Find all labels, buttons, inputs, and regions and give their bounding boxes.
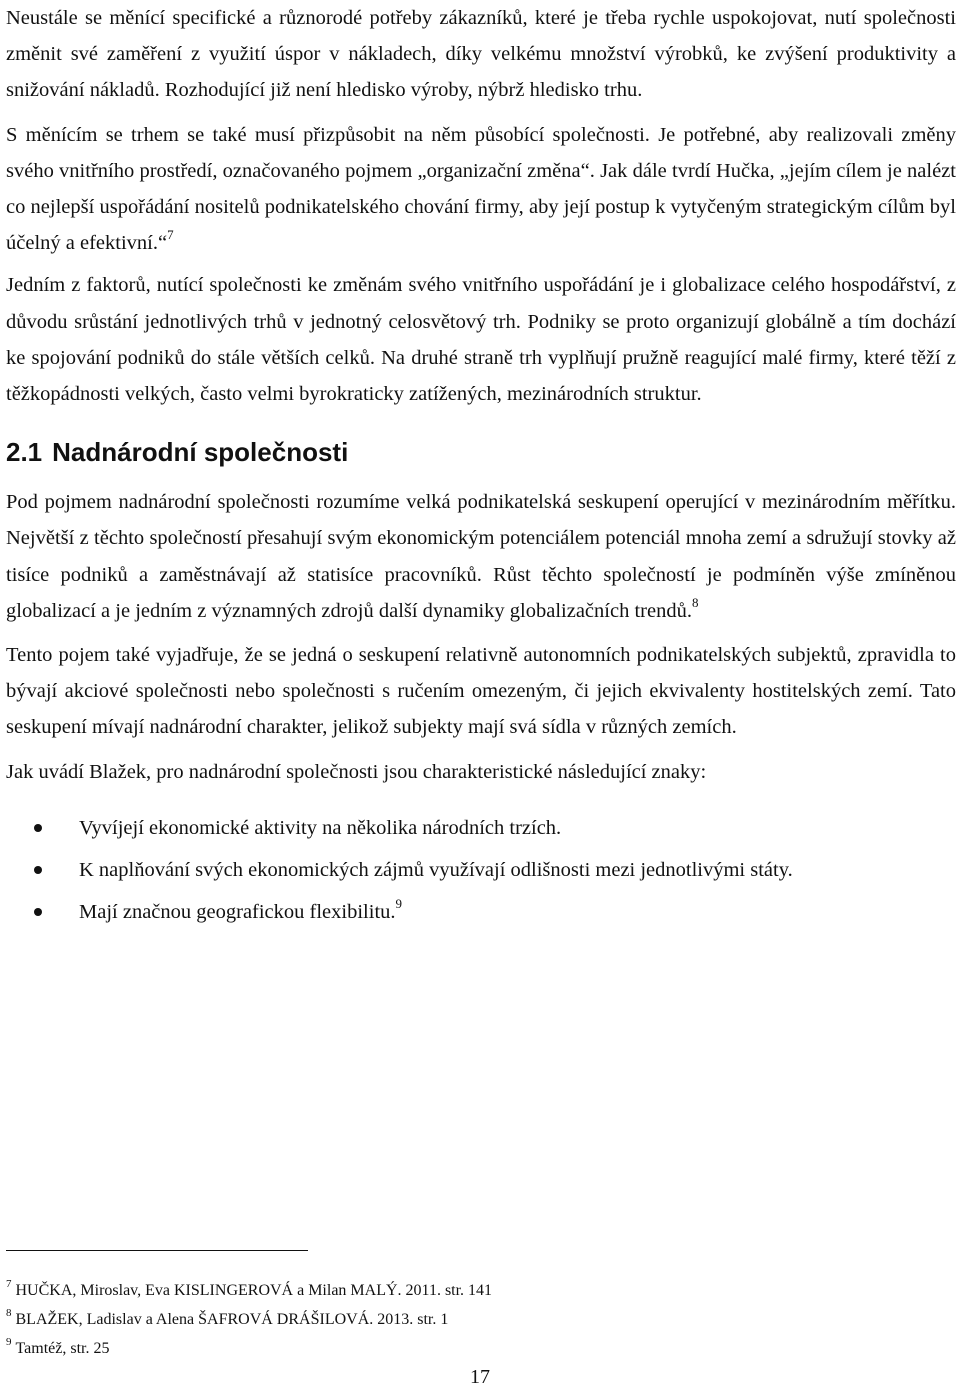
footnotes <box>6 1276 946 1363</box>
footnote-item: $^8$ BLAŽEK, Ladislav a Alena ŠAFROVÁ DRÁŠILOVÁ. 2013. str. 1 <box>6 1307 449 1328</box>
footnote-item: $^9$ Tamtéž, str. 25 <box>6 1336 110 1357</box>
footnote-divider <box>6 1250 308 1251</box>
section-number: 2.1 <box>6 437 43 468</box>
characteristics-list <box>6 810 956 931</box>
list-item: Mají značnou geografickou flexibilitu.$^9$ <box>6 894 956 930</box>
bullet-icon <box>34 866 42 874</box>
bullet-icon <box>34 824 42 832</box>
paragraph-definition: Pod pojmem nadnárodní společnosti rozumíme velká podnikatelská seskupení operující v mezinárodním měřítku. Největší z těchto společností přesahují svým ekonomickým potenciálem potenciál mnoha zemí a sdružují stovky až tisíce podniků a zaměstnávají až statisíce pracovníků. Růst těchto společností je podmíněn výše zmíněnou globalizací a je jedním z významných zdrojů další dynamiky globalizačních trendů.$^8$ <box>6 491 956 622</box>
paragraph-autonomous-subjects: Tento pojem také vyjadřuje, že se jedná o seskupení relativně autonomních podnikatelských subjektů, zpravidla to bývají akciové společnosti nebo společnosti s ručením omezeným, či jejich ekvivalenty hostitelských zemí. Tato seskupení mívají nadnárodní charakter, jelikož subjekty mají svá sídla v různých zemích. <box>6 644 956 739</box>
section-title: Nadnárodní společnosti <box>52 437 349 468</box>
footnote-ref-8: 8 <box>691 594 699 610</box>
section-heading <box>6 434 956 470</box>
paragraph-organizational-change: S měnícím se trhem se také musí přizpůsobit na něm působící společnosti. Je potřebné, aby realizovali změny svého vnitřního prostředí, označovaného pojmem „organizační změna“. Jak dále tvrdí Hučka, „jejím cílem je nalézt co nejlepší uspořádání nositelů podnikatelského chování firmy, aby její postup k vytyčeným strategickým cílům byl účelný a efektivní.“$^7$ <box>6 123 956 255</box>
document-page <box>6 0 956 936</box>
paragraph-globalization: Jedním z faktorů, nutící společnosti ke změnám svého vnitřního uspořádání je i globalizace celého hospodářství, z důvodu srůstání jednotlivých trhů v jednotný celosvětový trh. Podniky se proto organizují globálně a tím dochází ke spojování podniků do stále větších celků. Na druhé straně trh vyplňují pružně reagující malé firmy, které těží z těžkopádnosti velkých, často velmi byrokraticky zatížených, mezinárodních struktur. <box>6 274 956 406</box>
page-number: 17 <box>470 1366 490 1388</box>
paragraph-characteristics-intro: Jak uvádí Blažek, pro nadnárodní společnosti jsou charakteristické následující znaky: <box>6 760 707 783</box>
footnote-ref-7: 7 <box>167 227 174 243</box>
footnote-ref-9: 9 <box>395 896 403 912</box>
footnote-item: $^7$ HUČKA, Miroslav, Eva KISLINGEROVÁ a Milan MALÝ. 2011. str. 141 <box>6 1278 493 1299</box>
bullet-icon <box>34 908 42 916</box>
list-item: Vyvíjejí ekonomické aktivity na několika národních trzích. <box>6 810 956 846</box>
paragraph-intro: Neustále se měnící specifické a různorodé potřeby zákazníků, které je třeba rychle uspokojovat, nutí společnosti změnit své zaměření z využití úspor v nákladech, díky velkému množství výrobků, ke zvýšení produktivity a snižování nákladů. Rozhodující již není hledisko výroby, nýbrž hledisko trhu. <box>6 7 956 102</box>
list-item: K naplňování svých ekonomických zájmů využívají odlišnosti mezi jednotlivými státy. <box>6 852 956 888</box>
